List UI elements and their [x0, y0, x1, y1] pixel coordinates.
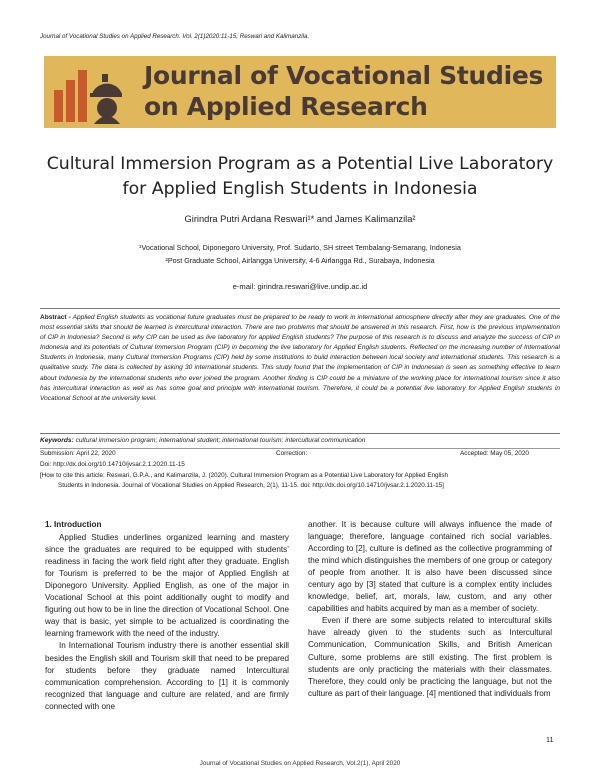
dates-row — [40, 448, 560, 457]
page-number: 11 — [546, 735, 554, 744]
paragraph: Applied Studies underlines organized learning and mastery since the graduates are required to be equipped with students’ readiness in facing the work field right after they graduate. English for Tourism is preferred to be the major of Applied English at Diponegoro University. Applied English, as one of the major in Vocational School at this point additionally ought to modify and figuring out how to be in line the direction of Vocational School. One way that is basic, yet simple to be actualized is coordinating the learning framework with the need of the industry. — [45, 533, 289, 639]
paper-title-line1: Cultural Immersion Program as a Potential Live Laboratory — [46, 154, 554, 174]
banner-title-line1: Journal of Vocational Studies — [144, 61, 544, 90]
submission-date: Submission: April 22, 2020 — [40, 450, 116, 457]
abstract-text: Applied English students as vocational future graduates must be prepared to be ready to work in international atmosphere directly after they are graduates. One of the most essential skills that should be learned is intercultural interaction. There are two problems that should be answered in this research. First, how is the previous implementation of CIP in Indonesia? Second is why CIP can be used as live laboratory for applied English students? The purpose of this research is to discuss and analyze the success of CIP in Indonesia and its potentials of Cultural Immersion Program (CIP) in becoming the live laboratory for Applied English students. Reflected on the increasing number of International Students in Indonesia, many Cultural Immersion Programs (CIP) held by some institutions to build interaction between local society and international students. This research is a qualitative study. The data is collected by asking 30 international students. This study found that the implementation of CIP in Indonesian is seen as something effective to learn about Indonesia by the international students who ever joined the program. Another finding is CIP could be a miniature of the working place for international tourism since it also has intercultural interaction as well as has some goal and principle with international tourism. Therefore, it could be a potential live laboratory for Applied English students in Vocational School at the university level. — [40, 314, 560, 402]
citation — [40, 471, 565, 490]
keywords — [40, 437, 560, 444]
banner-title — [144, 60, 554, 122]
accepted-date: Accepted: May 05, 2020 — [460, 450, 529, 457]
paper-title — [30, 152, 570, 202]
authors: Girindra Putri Ardana Reswari¹* and James Kalimanzila² — [184, 214, 416, 224]
citation-line2: Students in Indonesia. Journal of Vocational Studies on Applied Research, 2(1), 11-15. doi: http://dx.doi.org/10.14710/jvsar.2.1.2020.11-15] — [58, 481, 444, 489]
journal-banner — [44, 56, 556, 128]
abstract-label: Abstract - — [40, 314, 71, 321]
journal-logo-icon — [52, 60, 122, 124]
affiliation-1: ¹Vocational School, Diponegoro University, Prof. Sudarto, SH street Tembalang-Semarang, Indonesia — [139, 243, 461, 252]
body-column-left — [45, 519, 289, 713]
keywords-text: cultural immersion program; international student; international tourism; intercultural communication — [75, 437, 366, 444]
section-heading-introduction: 1. Introduction — [45, 520, 102, 529]
paper-title-line2: for Applied English Students in Indonesia — [122, 179, 478, 199]
email: e-mail: girindra.reswari@live.undip.ac.id — [232, 282, 368, 291]
paragraph: In International Tourism industry there is another essential skill besides the English skill and Tourism skill that need to be prepared for students before they graduate named Intercultural communication comprehension. According to [1] it is commonly recognized that language and culture are related, and are firmly connected with one — [45, 641, 289, 711]
paragraph: another. It is because culture will always influence the made of language; therefore, language contained rich social variables. According to [2], culture is defined as the collective programming of the mind which distinguishes the members of one group or category of people from another. It is also have been discussed since century ago by [3] stated that culture is a complex entity includes knowledge, belief, art, morals, law, custom, and any other capabilities and habits acquired by man as a member of society. — [308, 520, 552, 614]
correction-date: Correction: — [276, 450, 308, 457]
abstract — [40, 313, 560, 404]
paragraph: Even if there are some subjects related to intercultural skills have already given to the students such as Intercultural Communication, Communication Skills, and British American Culture, some problems are still existing. The first problem is students are only practicing the materials with their classmates. Therefore, they could only be practicing the language, but not the culture as part of their language. [4] mentioned that individuals from — [308, 616, 552, 698]
keywords-label: Keywords: — [40, 437, 74, 444]
doi-link[interactable]: Doi: http://dx.doi.org/10.14710/jvsar.2.1.2020.11-15 — [40, 461, 185, 468]
affiliation-2: ²Post Graduate School, Airlangga University, 4-6 Airlangga Rd., Surabaya, Indonesia — [165, 256, 435, 265]
running-header: Journal of Vocational Studies on Applied Research. Vol. 2(1)2020:11-15, Reswari and Kalimanzila. — [40, 33, 310, 40]
body-column-right — [308, 519, 552, 700]
banner-title-line2: on Applied Research — [144, 92, 428, 121]
footer: Journal of Vocational Studies on Applied Research, Vol.2(1), April 2020 — [199, 760, 401, 767]
citation-line1: [How to cite this article: Reswari, G.P.A., and Kalimanzila, J. (2020). Cultural Immersion Program as a Potential Live Laboratory for Applied English — [40, 472, 448, 479]
